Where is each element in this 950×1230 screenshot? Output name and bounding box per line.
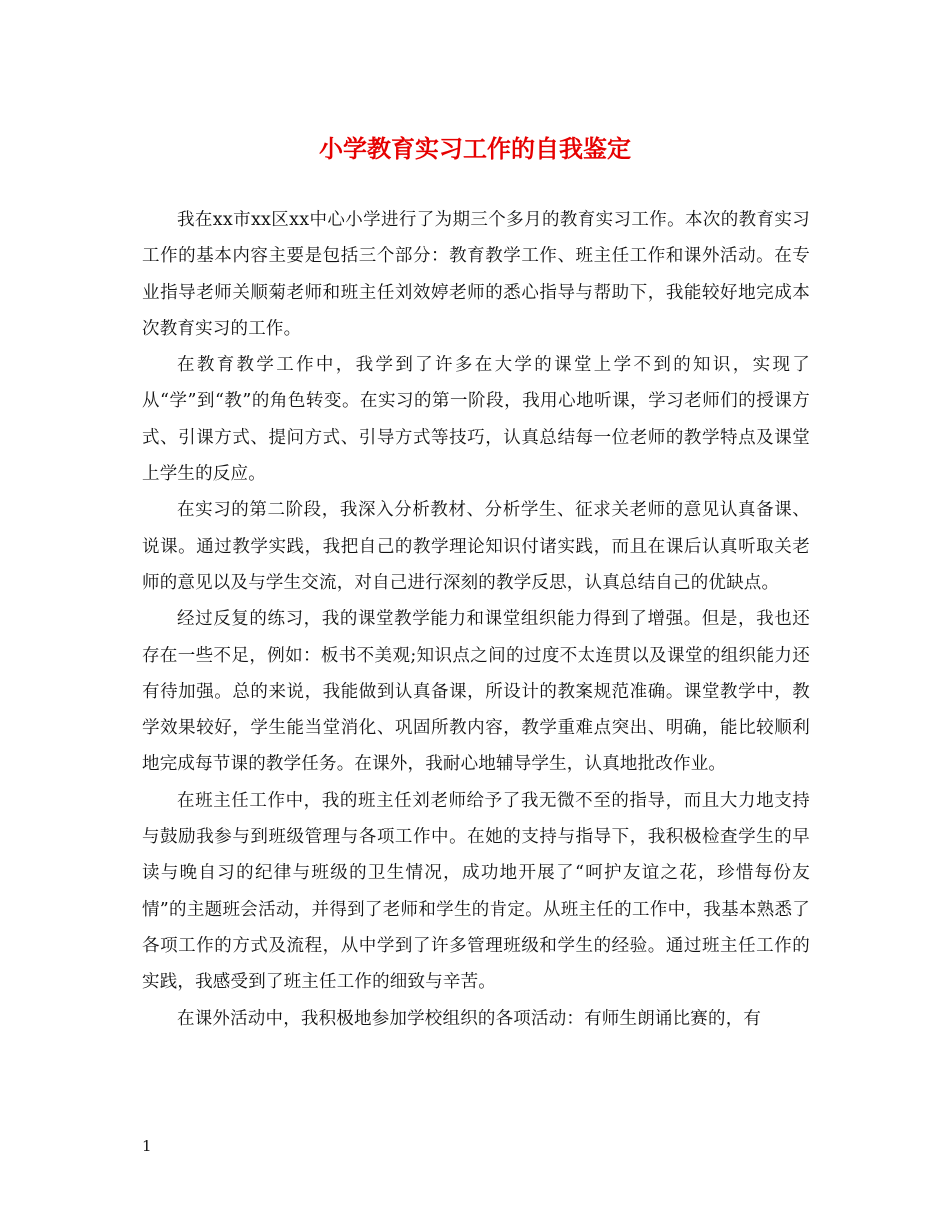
paragraph: 在教育教学工作中，我学到了许多在大学的课堂上学不到的知识，实现了从“学”到“教”的角色转变。在实习的第一阶段，我用心地听课，学习老师们的授课方式、引课方式、提问方式、引导方式等技巧，认真总结每一位老师的教学特点及课堂上学生的反应。 [142, 355, 810, 485]
paragraph: 在课外活动中，我积极地参加学校组织的各项活动：有师生朗诵比赛的，有 [177, 1008, 762, 1029]
paragraph: 在班主任工作中，我的班主任刘老师给予了我无微不至的指导，而且大力地支持与鼓励我参与到班级管理与各项工作中。在她的支持与指导下，我积极检查学生的早读与晚自习的纪律与班级的卫生情况，成功地开展了“呵护友谊之花，珍惜每份友情”的主题班会活动，并得到了老师和学生的肯定。从班主任的工作中，我基本熟悉了各项工作的方式及流程，从中学到了许多管理班级和学生的经验。通过班主任工作的实践，我感受到了班主任工作的细致与辛苦。 [142, 790, 810, 993]
document-title: 小学教育实习工作的自我鉴定 [319, 134, 631, 163]
paragraph: 经过反复的练习，我的课堂教学能力和课堂组织能力得到了增强。但是，我也还存在一些不足，例如：板书不美观;知识点之间的过度不太连贯以及课堂的组织能力还有待加强。总的来说，我能做到认真备课，所设计的教案规范准确。课堂教学中，教学效果较好，学生能当堂消化、巩固所教内容，教学重难点突出、明确，能比较顺利地完成每节课的教学任务。在课外，我耐心地辅导学生，认真地批改作业。 [142, 609, 810, 775]
document-body [142, 202, 810, 1037]
page-number: 1 [142, 1137, 152, 1155]
paragraph: 我在xx市xx区xx中心小学进行了为期三个多月的教育实习工作。本次的教育实习工作的基本内容主要是包括三个部分：教育教学工作、班主任工作和课外活动。在专业指导老师关顺菊老师和班主任刘效婷老师的悉心指导与帮助下，我能较好地完成本次教育实习的工作。 [142, 210, 810, 339]
paragraph: 在实习的第二阶段，我深入分析教材、分析学生、征求关老师的意见认真备课、说课。通过教学实践，我把自己的教学理论知识付诸实践，而且在课后认真听取关老师的意见以及与学生交流，对自己进行深刻的教学反思，认真总结自己的优缺点。 [142, 500, 810, 593]
